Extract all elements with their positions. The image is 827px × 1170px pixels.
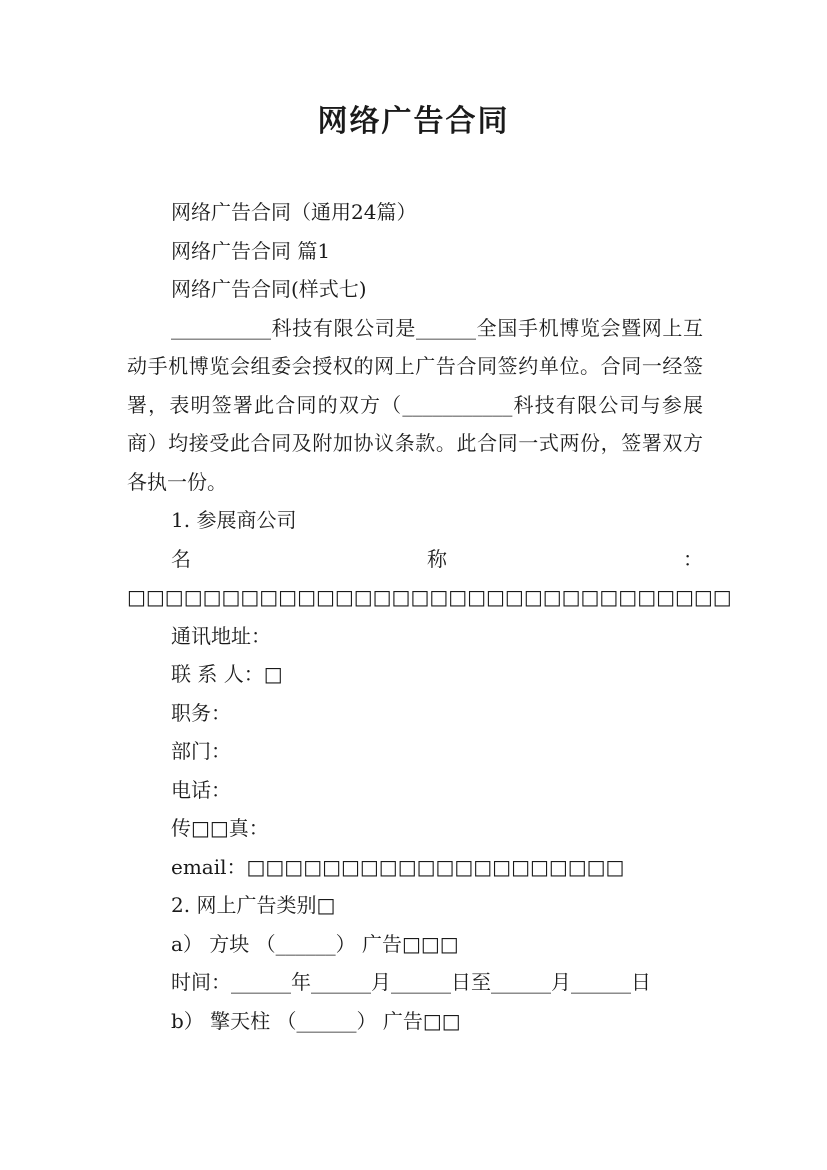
fax-field: 传□□真： — [171, 816, 269, 840]
email-field: email：□□□□□□□□□□□□□□□□□□□□ — [171, 854, 625, 879]
ad-type-b: b） 擎天柱 （______） 广告□□ — [171, 1008, 461, 1033]
ad-type-a: a） 方块 （______） 广告□□□ — [171, 931, 459, 956]
contract-section-line: 网络广告合同 篇1 — [171, 238, 331, 263]
contract-heading-line: 网络广告合同（通用24篇） — [171, 200, 417, 224]
intro-paragraph: __________科技有限公司是______全国手机博览会暨网上互动手机博览会组委会授权的网上广告合同签约单位。合同一经签署，表明签署此合同的双方（___________科技有限公司与参展商）均接受此合同及附加协议条款。此合同一式两份，签署双方各执一份。 — [127, 315, 703, 494]
document-body — [127, 193, 732, 1040]
company-name-field: 名称：□□□□□□□□□□□□□□□□□□□□□□□□□□□□□□□□ — [127, 546, 732, 609]
contract-style-line: 网络广告合同(样式七) — [171, 277, 367, 301]
address-field: 通讯地址： — [171, 623, 271, 648]
department-field: 部门： — [171, 739, 231, 763]
section1-heading: 1. 参展商公司 — [171, 508, 297, 532]
phone-field: 电话： — [171, 777, 231, 802]
document-title: 网络广告合同 — [317, 104, 510, 139]
section2-heading: 2. 网上广告类别□ — [171, 893, 336, 917]
position-field: 职务： — [171, 700, 231, 725]
contact-person-field: 联 系 人：□ — [171, 662, 283, 686]
date-range-line: 时间：______年______月______日至______月______日 — [171, 970, 651, 994]
